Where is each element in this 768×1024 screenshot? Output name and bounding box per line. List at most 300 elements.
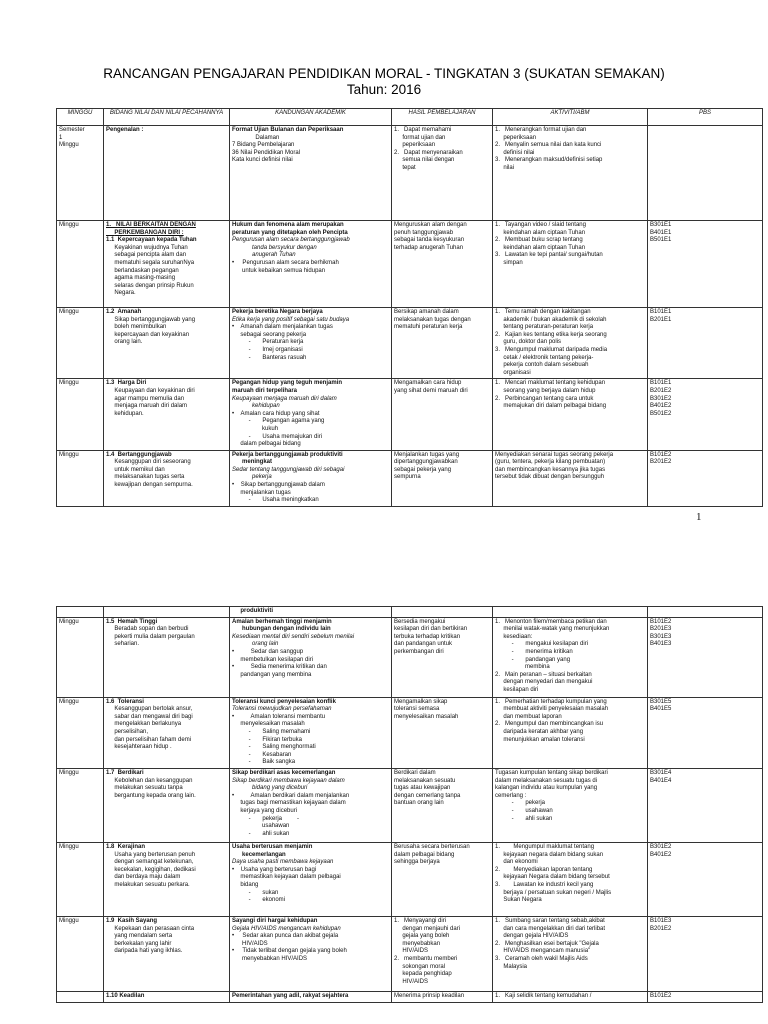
cell-line: 1. Mencari maklumat tentang kehidupan <box>495 380 606 387</box>
cell-line: Minggu <box>59 380 79 387</box>
cell-minggu <box>57 916 104 991</box>
cell-line: Keupayaan dan keyakinan diri <box>106 387 195 394</box>
cell-kandungan <box>230 126 392 221</box>
cell-line: 1. Kaji selidik tentang kemudahan / <box>495 992 592 999</box>
cell-line: 2. Perbincangan tentang cara untuk <box>495 395 594 402</box>
cell-line: hubungan dengan individu lain <box>232 626 331 633</box>
cell-line: Gejala HIV/AIDS mengancam kehidupan <box>232 925 341 932</box>
cell-line: menyebabkan HIV/AIDS <box>232 955 308 962</box>
cell-line: B401E2 <box>650 851 672 858</box>
cell-line: kesediaan: <box>495 633 533 640</box>
cell-line: Sedar tentang tanggungjawab diri sebagai <box>232 466 345 473</box>
cell-line: • Usaha yang berterusan bagi <box>232 866 317 873</box>
cell-line: kesilapan diri dan bertikiran <box>394 626 468 633</box>
cell-line: • Sikap bertanggungjawab dalam <box>232 482 325 489</box>
cell-line: pekerja <box>232 474 272 481</box>
cell-line: 1.10 Keadilan <box>106 992 145 999</box>
cell-line: sokongan moral <box>394 963 446 970</box>
cell-line: berlandaskan pegangan <box>106 267 179 274</box>
cell-line: peraturan yang ditetapkan oleh Pencipta <box>232 229 348 236</box>
cell-line: HIV/AIDS mengancam manusia" <box>495 948 591 955</box>
cell-line: 2. Menghasilkan esei bertajuk "Gejala <box>495 940 599 947</box>
cell-line: B201E2 <box>650 387 672 394</box>
cell-line: sabar dan mengawal diri bagi <box>106 713 193 720</box>
cell-pbs <box>648 450 763 506</box>
cell-bidang <box>104 126 230 221</box>
cell-line: orang lain. <box>106 339 143 346</box>
cell-line: - Baik sangka <box>232 759 296 766</box>
table-row <box>57 916 763 991</box>
cell-bidang <box>104 842 230 916</box>
cell-line: yang mendalam serta <box>106 933 173 940</box>
cell-hasil <box>392 916 493 991</box>
cell-line: menjaga maruah diri dalam <box>106 403 188 410</box>
cell-line: B401E1 <box>650 229 672 236</box>
cell-line: sehingga berjaya <box>394 859 440 866</box>
cell-line: dalam melaksanakan sesuatu tugas di <box>495 777 598 784</box>
cell-line: B301E5 <box>650 698 672 705</box>
cell-line: B301E3 <box>650 633 672 640</box>
cell-line: berkekalan yang lahir <box>106 940 172 947</box>
cell-line: Minggu <box>59 917 79 924</box>
lesson-plan-table-page2 <box>56 606 763 1003</box>
cell-line: PERKEMBANGAN DIRI : <box>106 229 184 236</box>
cell-line: B201E2 <box>650 925 672 932</box>
cell-line: membina <box>495 664 550 671</box>
cell-kandungan <box>230 991 392 1002</box>
cell-line: - ahli sukan <box>232 830 290 837</box>
cell-line: 3. Mengumpul maklumat daripada media <box>495 346 608 353</box>
cell-line: bidang <box>232 881 259 888</box>
cell-line: guru, doktor dan polis <box>495 339 562 346</box>
cell-line: • Sedia menerima kritikan dan <box>232 664 327 671</box>
cell-line: menunjukkan amalan toleransi <box>495 736 585 743</box>
cell-line: • Amalan toleransi membantu <box>232 713 326 720</box>
cell-hasil <box>392 308 493 379</box>
cell-line: Keupayaan menjaga maruah diri dalam <box>232 395 337 402</box>
cell-bidang <box>104 697 230 768</box>
cell-line: menyelesaikan masalah <box>394 713 459 720</box>
header-pbs: PBS <box>648 109 763 126</box>
cell-line: • Sedar dan sanggup <box>232 648 304 655</box>
cell-minggu <box>57 842 104 916</box>
cell-line: pandangan yang membina <box>232 671 312 678</box>
cell-line: Kepekaan dan perasaan cinta <box>106 925 195 932</box>
table-row <box>57 768 763 842</box>
cell-line: Usaha yang berterusan penuh <box>106 851 196 858</box>
cell-line: semua nilai dengan <box>394 157 455 164</box>
cell-line: Kebolehan dan kesanggupan <box>106 777 193 784</box>
cell-line: tersebut tidak dibuat dengan bersungguh <box>495 474 605 481</box>
cell-line: bantuan orang lain <box>394 800 444 807</box>
document-year: Tahun: 2016 <box>346 82 422 97</box>
cell-pbs <box>648 842 763 916</box>
cell-line: Minggu <box>59 451 79 458</box>
cell-line: Pegangan hidup yang teguh menjamin <box>232 380 343 387</box>
cell-line: 2. Dapat menyenaraikan <box>394 149 463 156</box>
cell-minggu <box>57 308 104 379</box>
cell-minggu <box>57 221 104 308</box>
cell-line: kejayaan Negara dalam bidang tersebut <box>495 874 610 881</box>
cell-line: 3. Lawatan ke industri kecil yang <box>495 881 594 888</box>
cell-line: kesilapan diri <box>495 686 539 693</box>
cell-line: • Amalan berdikari dalam menjalankan <box>232 792 350 799</box>
cell-line: 1. Tayangan video / slaid tentang <box>495 222 586 228</box>
cell-kandungan <box>230 450 392 506</box>
cell-line: Minggu <box>59 309 79 315</box>
cell-line: kepada penghidap <box>394 971 452 978</box>
cell-line: sebagai pencipta alam dan <box>106 252 187 259</box>
cell-minggu <box>57 768 104 842</box>
cell-line: B401E2 <box>650 403 672 410</box>
cell-line: • Tidak terlibat dengan gejala yang boleh <box>232 948 347 955</box>
cell-line: definisi nilai <box>495 149 535 156</box>
cell-line: 2. Menyediakan laporan tentang <box>495 866 593 873</box>
cell-bidang <box>104 991 230 1002</box>
cell-line: dan berdaya maju dalam <box>106 874 181 881</box>
cell-line: mematuhi segala suruhanNya <box>106 259 195 266</box>
cell-line: B401E5 <box>650 706 672 713</box>
cell-kandungan <box>230 607 392 618</box>
cell-line: Mengamalkan sikap <box>394 698 448 705</box>
cell-pbs <box>648 768 763 842</box>
cell-bidang <box>104 617 230 697</box>
table-row <box>57 991 763 1002</box>
cell-line: untuk memikul dan <box>106 466 165 473</box>
cell-kandungan <box>230 697 392 768</box>
cell-line: Sikap berdikari membawa kejayaan dalam <box>232 777 345 784</box>
cell-line: Daya usaha pasti membawa kejayaan <box>232 859 334 866</box>
cell-line: cemerlang : <box>495 792 527 799</box>
cell-line: 1. Menerangkan format ujian dan <box>495 127 587 133</box>
document-title: RANCANGAN PENGAJARAN PENDIDIKAN MORAL - TINGKATAN 3 (SUKATAN SEMAKAN) <box>103 66 665 81</box>
cell-line: Malaysia <box>495 963 528 970</box>
cell-aktiviti <box>493 379 648 450</box>
cell-line: agar mampu memulia dan <box>106 395 185 402</box>
cell-kandungan <box>230 221 392 308</box>
cell-line: 1.6 Toleransi <box>106 698 144 705</box>
cell-line: 1. Menonton filem/membaca petikan dan <box>495 618 607 625</box>
cell-line: membetulkan kesilapan diri <box>232 656 314 663</box>
cell-line: penuh tanggungjawab <box>394 229 454 236</box>
cell-line: Berusaha secara berterusan <box>394 843 470 850</box>
cell-line: terbuka terhadap kritikan <box>394 633 461 640</box>
cell-line: 2. Membuat buku scrap tentang <box>495 237 583 244</box>
cell-line: kesejahteraan hidup . <box>106 744 172 751</box>
cell-aktiviti <box>493 916 648 991</box>
cell-minggu <box>57 991 104 1002</box>
cell-kandungan <box>230 308 392 379</box>
cell-line: HIV/AIDS <box>232 940 268 947</box>
cell-line: kukuh <box>232 425 279 432</box>
cell-bidang <box>104 768 230 842</box>
cell-pbs <box>648 379 763 450</box>
cell-line: kejayaan negara dalam bidang sukan <box>495 851 604 858</box>
cell-line: B101E1 <box>650 380 672 387</box>
cell-line: Sayangi diri hargai kehidupan <box>232 917 318 924</box>
cell-line: dalam pelbagai bidang <box>232 441 301 448</box>
cell-line: B301E4 <box>650 769 672 776</box>
cell-line: B501E2 <box>650 410 672 417</box>
cell-line: dalam pelbagai bidang <box>394 851 455 858</box>
cell-line: 1.2 Amanah <box>106 309 142 315</box>
cell-line: Toleransi kunci penyelesaian konflik <box>232 698 336 705</box>
cell-line: sebagai seorang pekerja <box>232 331 307 338</box>
cell-line: dengan menjauhi dari <box>394 925 461 932</box>
cell-line: Usaha berterusan menjamin <box>232 843 313 850</box>
cell-line: dan membuat laporan <box>495 713 562 720</box>
cell-line: dan cara mengelakkan diri dari terlibat <box>495 925 606 932</box>
cell-line: Beradab sopan dan berbudi <box>106 626 189 633</box>
table-row <box>57 379 763 450</box>
cell-line: 3. Lawatan ke tepi pantai/ sungai/hutan <box>495 252 603 259</box>
cell-line: • Sedar akan punca dan akibat gejala <box>232 933 339 940</box>
cell-hasil <box>392 617 493 697</box>
cell-line: Berdikari dalam <box>394 769 436 776</box>
cell-minggu <box>57 126 104 221</box>
cell-line: kerjaya yang diceburi <box>232 807 298 814</box>
cell-line: 1.1 Kepercayaan kepada Tuhan <box>106 237 197 244</box>
cell-line: Hukum dan fenomena alam merupakan <box>232 222 344 228</box>
cell-line: kecemerlangan <box>232 851 286 858</box>
cell-aktiviti <box>493 607 648 618</box>
cell-bidang <box>104 308 230 379</box>
cell-line: dengan cemerlang tanpa <box>394 792 461 799</box>
cell-line: 1.4 Bertanggungjawab <box>106 451 172 458</box>
cell-line: peperiksaan <box>394 142 436 149</box>
cell-line: Toleransi mewujudkan persefahaman <box>232 706 332 713</box>
cell-line: tepat <box>394 164 416 171</box>
cell-line: 3. Menerangkan maksud/definisi setiap <box>495 157 603 164</box>
cell-line: Minggu <box>59 222 79 228</box>
cell-line: pekerja contoh dalam sesebuah <box>495 362 589 369</box>
cell-line: Minggu <box>59 843 79 850</box>
cell-line: B301E2 <box>650 843 672 850</box>
cell-line: Etika kerja yang positif sebagai satu budaya <box>232 316 350 323</box>
cell-line: Minggu <box>59 698 79 705</box>
cell-line: selaras dengan prinsip Rukun <box>106 282 194 289</box>
cell-pbs <box>648 916 763 991</box>
cell-line: akademik / bukan akademik di sekolah <box>495 316 607 323</box>
cell-line: perselisihan, <box>106 728 149 735</box>
cell-line: Menerima prinsip keadilan <box>394 992 465 999</box>
cell-line: melaksanakan tugas dengan <box>394 316 471 323</box>
cell-line: B101E3 <box>650 917 672 924</box>
cell-line: 1.9 Kasih Sayang <box>106 917 158 924</box>
cell-line: B201E1 <box>650 316 672 323</box>
cell-pbs <box>648 697 763 768</box>
cell-line: Dalaman <box>232 134 280 141</box>
cell-line: berjaya / persatuan sukan negeri / Majlis <box>495 889 612 896</box>
cell-minggu <box>57 617 104 697</box>
cell-minggu <box>57 379 104 450</box>
table-row <box>57 126 763 221</box>
cell-line: - Peraturan kerja <box>232 339 304 346</box>
cell-minggu <box>57 607 104 618</box>
cell-line: keindahan alam ciptaan Tuhan <box>495 244 586 251</box>
lesson-plan-table-page1 <box>56 108 763 507</box>
cell-aktiviti <box>493 842 648 916</box>
cell-line: peperiksaan <box>495 134 537 141</box>
cell-line: - Saling menghormati <box>232 744 316 751</box>
cell-line: 3. Ceramah oleh wakil Majlis Aids <box>495 955 588 962</box>
cell-line: B301E2 <box>650 395 672 402</box>
cell-pbs <box>648 617 763 697</box>
cell-line: yang sihat demi maruah diri <box>394 387 468 394</box>
cell-line: Bersikap amanah dalam <box>394 309 459 315</box>
cell-aktiviti <box>493 617 648 697</box>
cell-line: 1.5 Hemah Tinggi <box>106 618 158 625</box>
cell-line: tanda bersyukur dengan <box>232 244 317 251</box>
cell-line: orang lain <box>232 641 279 648</box>
cell-line: kalangan individu atau kumpulan yang <box>495 785 598 792</box>
cell-line: - pekerja - <box>232 815 300 822</box>
cell-line: 1. NILAI BERKAITAN DENGAN <box>106 222 196 228</box>
cell-line: melaksanakan sesuatu <box>394 777 456 784</box>
cell-line: - mengakui kesilapan diri <box>495 641 589 648</box>
cell-line: 2. Menyalin semua nilai dan kata kunci <box>495 142 602 149</box>
cell-bidang <box>104 607 230 618</box>
cell-line: • Pengurusan alam secara berhikmah <box>232 259 339 266</box>
cell-line: Kesediaan mental diri sendiri sebelum menilai <box>232 633 355 640</box>
cell-line: 2. Kajian kes tentang etika kerja seorang <box>495 331 607 338</box>
cell-line: 1. Pemerhatian terhadap kumpulan yang <box>495 698 607 705</box>
cell-line: menilai watak-watak yang menunjukkan <box>495 626 610 633</box>
page-number: 1 <box>696 511 702 523</box>
table-row <box>57 697 763 768</box>
cell-line: boleh menimbulkan <box>106 324 167 331</box>
cell-line: (guru, tentera, pekerja kilang pembuatan) <box>495 459 606 466</box>
cell-line: HIV/AIDS <box>394 948 429 955</box>
cell-line: toleransi semasa <box>394 706 440 713</box>
cell-kandungan <box>230 768 392 842</box>
cell-kandungan <box>230 379 392 450</box>
cell-line: - pandangan yang <box>495 656 571 663</box>
cell-line: perkembangan diri <box>394 648 444 655</box>
cell-line: - Banteras rasuah <box>232 354 307 361</box>
cell-bidang <box>104 450 230 506</box>
cell-kandungan <box>230 842 392 916</box>
cell-pbs <box>648 991 763 1002</box>
cell-line: dan pandangan untuk <box>394 641 453 648</box>
cell-line: 1. Menyayangi diri <box>394 917 447 924</box>
cell-line: meningkat <box>232 459 273 466</box>
cell-hasil <box>392 697 493 768</box>
cell-line: Bersedia mengakui <box>394 618 446 625</box>
cell-aktiviti <box>493 221 648 308</box>
cell-line: - usahawan <box>495 807 553 814</box>
cell-line: 1. Temu ramah dengan kakitangan <box>495 309 591 315</box>
cell-line: menyelesaikan masalah <box>232 721 305 728</box>
cell-line: seharian. <box>106 641 140 648</box>
cell-line: Semester <box>59 127 85 133</box>
table-row <box>57 607 763 618</box>
cell-line: kepercayaan dan keyakinan <box>106 331 190 338</box>
cell-line: sempurna <box>394 474 421 481</box>
cell-line: format ujian dan <box>394 134 446 141</box>
cell-line: Menyediakan senarai tugas seorang pekerja <box>495 451 614 458</box>
cell-line: 7 Bidang Pembelajaran <box>232 142 295 149</box>
table-row <box>57 221 763 308</box>
cell-line: dengan semangat ketekunan, <box>106 859 194 866</box>
cell-line: keindahan alam ciptaan Tuhan <box>495 229 586 236</box>
cell-line: Minggu <box>59 142 79 149</box>
cell-line: 1. Mengumpul maklumat tentang <box>495 843 595 850</box>
cell-line: dan ekonomi <box>495 859 538 866</box>
cell-line: cetak / elektronik tentang pekerja- <box>495 354 594 361</box>
cell-hasil <box>392 607 493 618</box>
cell-line: sebagai tanda kesyukuran <box>394 237 465 244</box>
cell-aktiviti <box>493 126 648 221</box>
cell-line: - menerima kritikan <box>495 648 573 655</box>
cell-aktiviti <box>493 991 648 1002</box>
cell-line: Negara. <box>106 290 136 297</box>
cell-hasil <box>392 126 493 221</box>
cell-line: gejala yang boleh <box>394 933 450 940</box>
cell-line: Menjalankan tugas yang <box>394 451 460 458</box>
cell-line: tentang peraturan-peraturan kerja <box>495 324 594 331</box>
cell-line: - Usaha memajukan diri <box>232 433 323 440</box>
cell-line: 2. membantu memberi <box>394 955 458 962</box>
cell-line: anugerah Tuhan <box>232 252 296 259</box>
cell-hasil <box>392 842 493 916</box>
cell-line: • Amanah dalam menjalankan tugas <box>232 324 333 331</box>
cell-line: 1 <box>59 134 63 141</box>
cell-line: melakukan sesuatu tanpa <box>106 785 183 792</box>
cell-line: Mengamalkan cara hidup <box>394 380 462 387</box>
cell-line: memastikan kejayaan dalam pelbagai <box>232 874 341 881</box>
cell-line: B101E1 <box>650 309 672 315</box>
cell-line: Sikap berdikari asas kecemerlangan <box>232 769 336 776</box>
cell-line: dan membincangkan kesannya jika tugas <box>495 466 606 473</box>
cell-line: 2. Main peranan – situasi berkaitan <box>495 671 592 678</box>
cell-line: Kesanggupan diri seseorang <box>106 459 191 466</box>
table-row <box>57 842 763 916</box>
cell-line: Pengurusan alam secara bertanggungjawab <box>232 237 350 244</box>
cell-line: 1.8 Kerajinan <box>106 843 146 850</box>
cell-line: melaksanakan tugas serta <box>106 474 185 481</box>
cell-line: Amalan berhemah tinggi menjamin <box>232 618 332 625</box>
cell-minggu <box>57 697 104 768</box>
cell-line: simpan <box>495 259 523 266</box>
table-row <box>57 450 763 506</box>
cell-line: dan perselisihan faham demi <box>106 736 192 743</box>
cell-line: usahawan <box>232 823 290 830</box>
cell-line: Sikap bertanggungjawab yang <box>106 316 196 323</box>
cell-line: Menguruskan alam dengan <box>394 222 467 228</box>
cell-line: - Saling memahami <box>232 728 311 735</box>
cell-line: organisasi <box>495 369 531 376</box>
cell-line: seorang yang berjaya dalam hidup <box>495 387 596 394</box>
cell-kandungan <box>230 916 392 991</box>
cell-line: terhadap anugerah Tuhan <box>394 244 464 251</box>
cell-bidang <box>104 379 230 450</box>
cell-minggu <box>57 450 104 506</box>
cell-line: kehidupan. <box>106 410 144 417</box>
cell-line: mengelakkan berlakunya <box>106 721 182 728</box>
cell-line: memajukan diri dalam pelbagai bidang <box>495 403 607 410</box>
cell-line: Pekerja bertanggungjawab produktiviti <box>232 451 343 458</box>
cell-bidang <box>104 916 230 991</box>
cell-line: - ahli sukan <box>495 815 553 822</box>
cell-line: B401E3 <box>650 641 672 648</box>
cell-line: menjalankan tugas <box>232 489 291 496</box>
cell-line: B101E2 <box>650 618 672 625</box>
cell-line: nilai <box>495 164 515 171</box>
cell-line: tugas atau kewajipan <box>394 785 451 792</box>
cell-line: - Pegangan agama yang <box>232 418 325 425</box>
cell-kandungan <box>230 617 392 697</box>
